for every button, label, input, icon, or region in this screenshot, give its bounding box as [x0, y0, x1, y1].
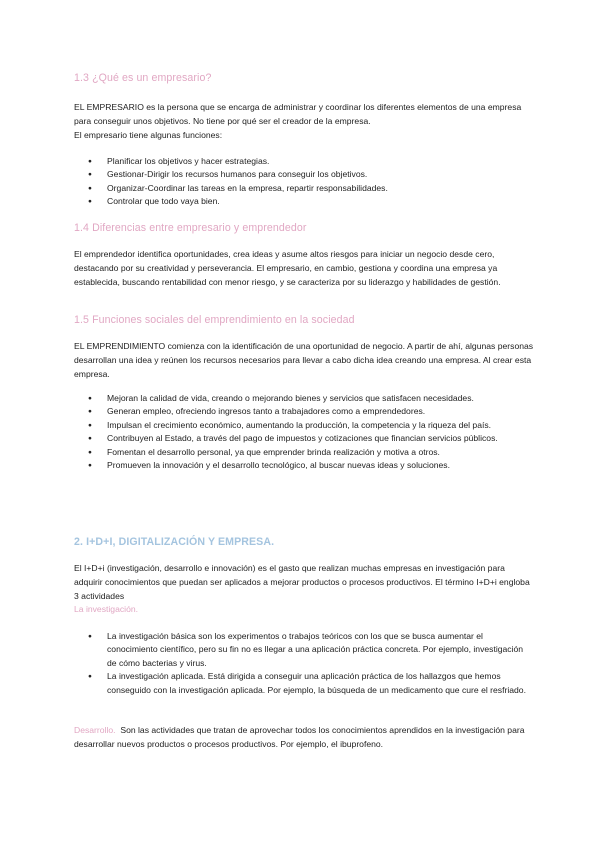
- idi-paragraph: El I+D+i (investigación, desarrollo e innovación) es el gasto que realizan muchas empresas en investigación para adquirir conocimientos que puedan ser aplicados a mejorar productos o procesos productivos. El término I+D+i engloba 3 actividades: [74, 563, 530, 601]
- investigacion-list: [88, 630, 528, 697]
- list-item: ● Contribuyen al Estado, a través del pago de impuestos y cotizaciones que financian servicios públicos.: [88, 432, 528, 445]
- emprendimiento-paragraph: EL EMPRENDIMIENTO comienza con la identificación de una oportunidad de negocio. A partir de ahí, algunas personas desarrollan una idea y reúnen los recursos necesarios para llevar a cabo dicha idea creando una empresa. Al crear esta empresa.: [74, 341, 534, 379]
- list-item: ● Promueven la innovación y el desarrollo tecnológico, al buscar nuevas ideas y soluciones.: [88, 459, 528, 472]
- list-item: ● Mejoran la calidad de vida, creando o mejorando bienes y servicios que satisfacen necesidades.: [88, 392, 528, 405]
- desarrollo-paragraph: [74, 724, 534, 752]
- list-item: ● Fomentan el desarrollo personal, ya que emprender brinda realización y motiva a otros.: [88, 446, 528, 459]
- list-item: ● La investigación básica son los experimentos o trabajos teóricos con los que se busca aumentar el conocimiento científico, pero su fin no es llegar a una aplicación práctica concreta. Por ejemplo, investigación de cómo bacterias y virus.: [88, 630, 528, 670]
- investigacion-label: La investigación.: [74, 604, 139, 614]
- list-item: ● Impulsan el crecimiento económico, aumentando la producción, la competencia y la riqueza del país.: [88, 419, 528, 432]
- empresario-functions-list: [88, 155, 528, 209]
- section-title-2: 2. I+D+I, DIGITALIZACIÓN Y EMPRESA.: [74, 536, 275, 548]
- functions-intro: El empresario tiene algunas funciones:: [74, 130, 223, 140]
- list-item: ● Generan empleo, ofreciendo ingresos tanto a trabajadores como a emprendedores.: [88, 405, 528, 418]
- list-item: ● Planificar los objetivos y hacer estrategias.: [88, 155, 528, 168]
- social-functions-list: [88, 392, 528, 472]
- differences-paragraph: El emprendedor identifica oportunidades, crea ideas y asume altos riesgos para iniciar un negocio desde cero, destacando por su creatividad y perseverancia. El empresario, en cambio, gestiona y coordina una empresa ya establecida, buscando rentabilidad con menor riesgo, y se caracteriza por su liderazgo y habilidades de gestión.: [74, 249, 501, 287]
- desarrollo-text: Son las actividades que tratan de aprovechar todos los conocimientos aprendidos en la investigación para desarrollar nuevos productos o procesos productivos. Por ejemplo, el ibuprofeno.: [74, 725, 525, 749]
- list-item: ● Controlar que todo vaya bien.: [88, 195, 528, 208]
- section-title-1-4: 1.4 Diferencias entre empresario y emprendedor: [74, 222, 307, 234]
- list-item: ● Gestionar-Dirigir los recursos humanos para conseguir los objetivos.: [88, 168, 528, 181]
- section-title-1-3: 1.3 ¿Qué es un empresario?: [74, 72, 212, 84]
- list-item: ● La investigación aplicada. Está dirigida a conseguir una aplicación práctica de los hallazgos que hemos conseguido con la investigación aplicada. Por ejemplo, la búsqueda de un medicamento que cure el resfriado.: [88, 670, 528, 697]
- empresario-definition: EL EMPRESARIO es la persona que se encarga de administrar y coordinar los diferentes elementos de una empresa para conseguir unos objetivos. No tiene por qué ser el creador de la empresa.: [74, 102, 522, 126]
- section-title-1-5: 1.5 Funciones sociales del emprendimiento en la sociedad: [74, 314, 355, 326]
- list-item: ● Organizar-Coordinar las tareas en la empresa, repartir responsabilidades.: [88, 182, 528, 195]
- desarrollo-label: Desarrollo.: [74, 725, 116, 735]
